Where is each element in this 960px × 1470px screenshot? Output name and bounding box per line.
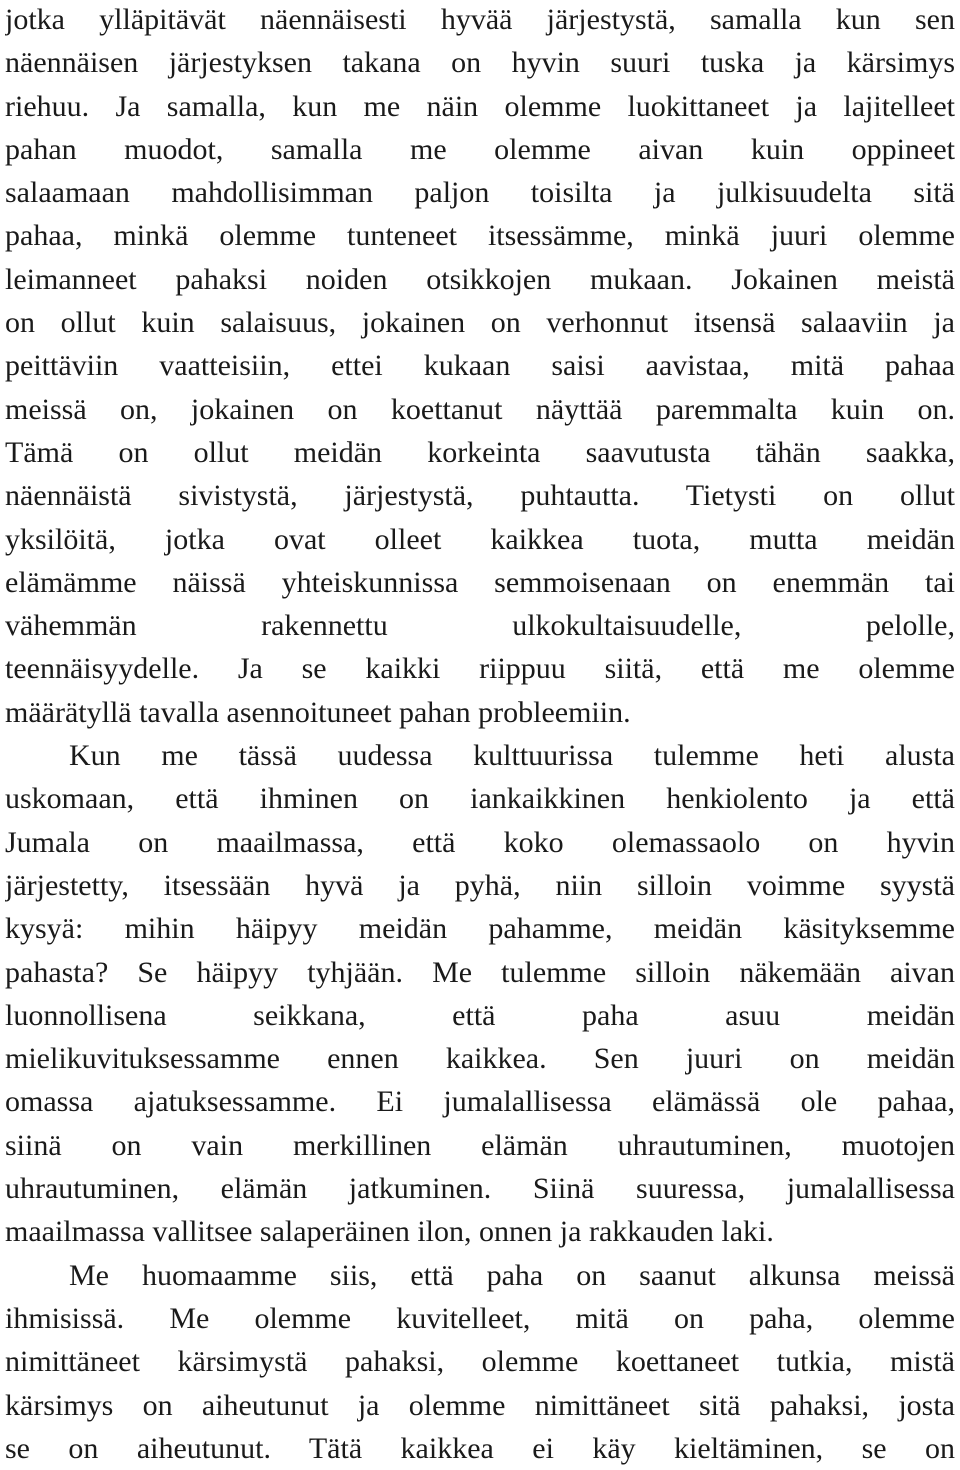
text-line: leimanneet pahaksi noiden otsikkojen mukaan. Jokainen meistä <box>5 262 955 296</box>
text-line: riehuu. Ja samalla, kun me näin olemme luokittaneet ja lajitelleet <box>5 89 955 123</box>
text-line: teennäisyydelle. Ja se kaikki riippuu siitä, että me olemme <box>5 652 955 686</box>
text-line: Tämä on ollut meidän korkeinta saavutusta tähän saakka, <box>5 435 955 469</box>
text-line: uhrautuminen, elämän jatkuminen. Siinä suuressa, jumalallisessa <box>5 1172 955 1206</box>
text-line: luonnollisena seikkana, että paha asuu meidän <box>5 998 955 1032</box>
text-line: peittäviin vaatteisiin, ettei kukaan saisi aavistaa, mitä pahaa <box>5 349 955 383</box>
text-line: kärsimys on aiheutunut ja olemme nimittäneet sitä pahaksi, josta <box>5 1388 955 1422</box>
text-line: maailmassa vallitsee salaperäinen ilon, onnen ja rakkauden laki. <box>5 1215 774 1249</box>
text-line: määrätyllä tavalla asennoituneet pahan probleemiin. <box>5 695 631 729</box>
text-line: vähemmän rakennettu ulkokultaisuudelle, pelolle, <box>5 609 955 643</box>
text-line: nimittäneet kärsimystä pahaksi, olemme koettaneet tutkia, mistä <box>5 1345 955 1379</box>
text-line: Me huomaamme siis, että paha on saanut alkunsa meissä <box>69 1258 955 1292</box>
text-line: näennäisen järjestyksen takana on hyvin suuri tuska ja kärsimys <box>5 46 955 80</box>
text-line: pahaa, minkä olemme tunteneet itsessämme, minkä juuri olemme <box>5 219 955 253</box>
text-line: Kun me tässä uudessa kulttuurissa tulemme heti alusta <box>69 739 955 773</box>
text-line: ihmisissä. Me olemme kuvitelleet, mitä on paha, olemme <box>5 1301 955 1335</box>
text-line: pahan muodot, samalla me olemme aivan kuin oppineet <box>5 132 955 166</box>
text-line: kysyä: mihin häipyy meidän pahamme, meidän käsityksemme <box>5 912 955 946</box>
text-line: elämämme näissä yhteiskunnissa semmoisenaan on enemmän tai <box>5 565 955 599</box>
text-line: on ollut kuin salaisuus, jokainen on verhonnut itsensä salaaviin ja <box>5 306 955 340</box>
text-line: pahasta? Se häipyy tyhjään. Me tulemme silloin näkemään aivan <box>5 955 955 989</box>
text-line: Jumala on maailmassa, että koko olemassaolo on hyvin <box>5 825 955 859</box>
paragraph <box>5 1254 955 1470</box>
text-line: meissä on, jokainen on koettanut näyttää paremmalta kuin on. <box>5 392 955 426</box>
text-line: uskomaan, että ihminen on iankaikkinen henkiolento ja että <box>5 782 955 816</box>
text-line: yksilöitä, jotka ovat olleet kaikkea tuota, mutta meidän <box>5 522 955 556</box>
text-line: mielikuvituksessamme ennen kaikkea. Sen juuri on meidän <box>5 1042 955 1076</box>
text-line: järjestetty, itsessään hyvä ja pyhä, niin silloin voimme syystä <box>5 868 955 902</box>
paragraph <box>5 0 955 734</box>
text-line: se on aiheutunut. Tätä kaikkea ei käy kieltäminen, se on <box>5 1431 955 1465</box>
text-line: siinä on vain merkillinen elämän uhrautuminen, muotojen <box>5 1128 955 1162</box>
paragraph <box>5 734 955 1254</box>
text-line: näennäistä sivistystä, järjestystä, puhtautta. Tietysti on ollut <box>5 479 955 513</box>
text-line: jotka ylläpitävät näennäisesti hyvää järjestystä, samalla kun sen <box>5 3 955 36</box>
text-line: omassa ajatuksessamme. Ei jumalallisessa elämässä ole pahaa, <box>5 1085 955 1119</box>
text-line: salaamaan mahdollisimman paljon toisilta ja julkisuudelta sitä <box>5 176 955 210</box>
